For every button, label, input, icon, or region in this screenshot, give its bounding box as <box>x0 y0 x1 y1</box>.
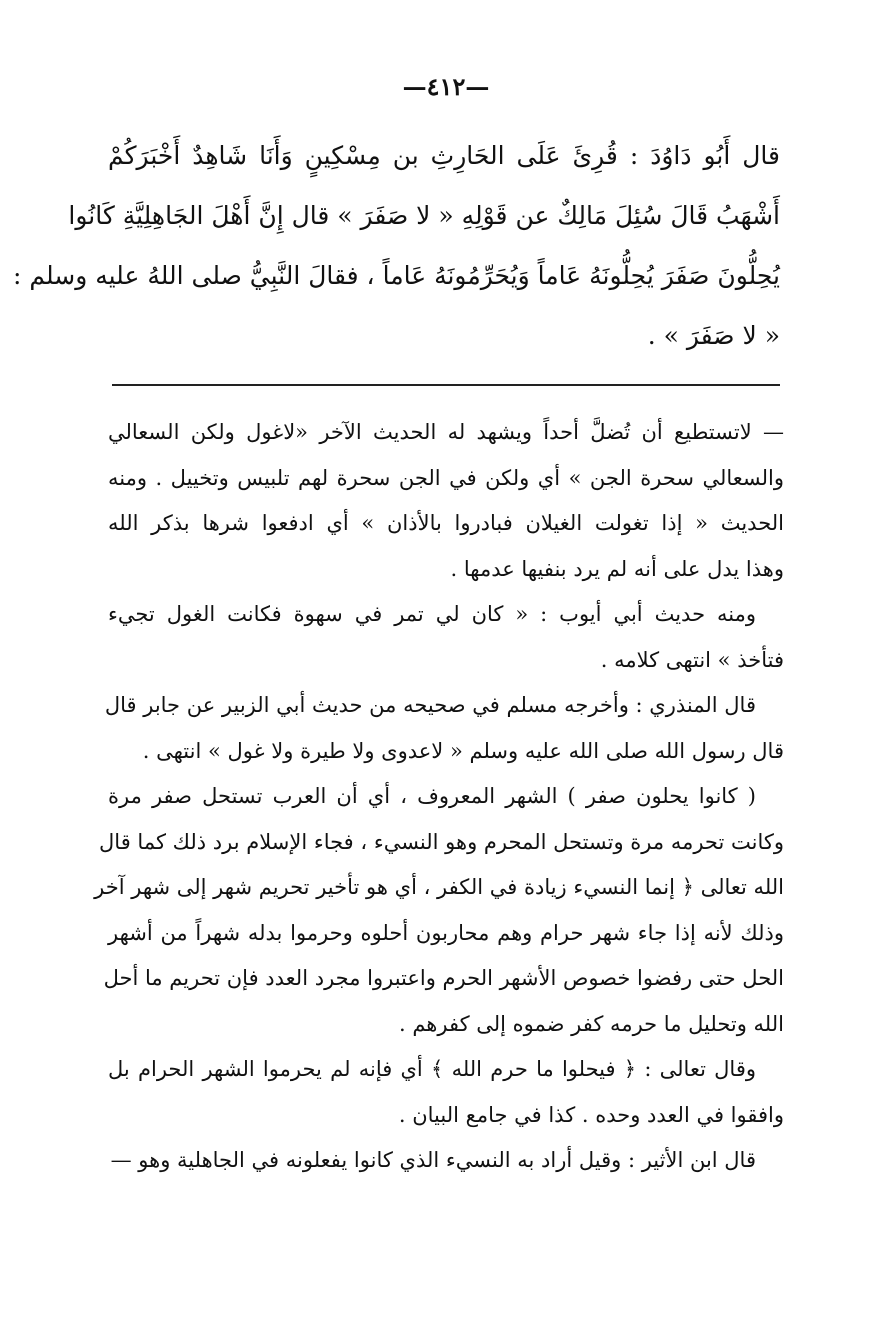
page-number: —٤١٢— <box>402 72 490 101</box>
commentary-line: الله وتحليل ما حرمه كفر ضموه إلى كفرهم . <box>398 1011 784 1036</box>
commentary-line: — لاتستطيع أن تُضلَّ أحداً ويشهد له الحديث الآخر «لاغول ولكن السعالي <box>108 420 784 444</box>
commentary-line: وقال تعالى : ﴿ فيحلوا ما حرم الله ﴾ أي فإنه لم يحرموا الشهر الحرام بل <box>108 1057 756 1081</box>
commentary-line: الحديث « إذا تغولت الغيلان فبادروا بالأذان » أي ادفعوا شرها بذكر الله <box>108 511 784 535</box>
commentary-line: وهذا يدل على أنه لم يرد بنفيها عدمها . <box>450 556 784 581</box>
commentary-line: ( كانوا يحلون صفر ) الشهر المعروف ، أي أن العرب تستحل صفر مرة <box>108 784 756 808</box>
commentary-line: والسعالي سحرة الجن » أي ولكن في الجن سحرة لهم تلبيس وتخييل . ومنه <box>108 465 784 490</box>
commentary-line: ومنه حديث أبي أيوب : « كان لي تمر في سهوة فكانت الغول تجيء <box>108 602 756 626</box>
hadith-line: يُحِلُّونَ صَفَرَ يُحِلُّونَهُ عَاماً وَيُحَرِّمُونَهُ عَاماً ، فقالَ النَّبِيُّ صلى اللهُ عليه وسلم : <box>12 261 780 290</box>
commentary-line: وذلك لأنه إذا جاء شهر حرام وهم محاربون أحلوه وحرموا بدله شهراً من أشهر <box>108 920 784 945</box>
hadith-line: قال أَبُو دَاوُدَ : قُرِئَ عَلَى الحَارِثِ بن مِسْكِينٍ وَأَنَا شَاهِدٌ أَخْبَرَكُمْ <box>108 141 780 170</box>
commentary-line: وافقوا في العدد وحده . كذا في جامع البيان . <box>398 1102 784 1127</box>
hadith-text <box>12 126 780 366</box>
commentary-line: الحل حتى رفضوا خصوص الأشهر الحرم واعتبروا مجرد العدد فإن تحريم ما أحل <box>103 966 784 990</box>
commentary-line: وكانت تحرمه مرة وتستحل المحرم وهو النسيء ، فجاء الإسلام برد ذلك كما قال <box>99 829 784 854</box>
commentary-line: الله تعالى ﴿ إنما النسيء زيادة في الكفر ، أي هو تأخير تحريم شهر إلى شهر آخر <box>94 875 784 899</box>
hadith-line: « لا صَفَرَ » . <box>647 321 780 350</box>
commentary-line: فتأخذ » انتهى كلامه . <box>600 647 784 672</box>
commentary-line: قال ابن الأثير : وقيل أراد به النسيء الذي كانوا يفعلونه في الجاهلية وهو — <box>110 1148 756 1172</box>
section-divider <box>112 384 780 386</box>
hadith-line: أَشْهَبُ قَالَ سُئِلَ مَالِكٌ عن قَوْلِهِ « لا صَفَرَ » قال إِنَّ أَهْلَ الجَاهِلِيَّةِ كَانُوا <box>68 201 780 230</box>
commentary-line: قال المنذري : وأخرجه مسلم في صحيحه من حديث أبي الزبير عن جابر قال <box>104 693 756 717</box>
commentary-text <box>94 410 784 1184</box>
commentary-line: قال رسول الله صلى الله عليه وسلم « لاعدوى ولا طيرة ولا غول » انتهى . <box>142 738 784 763</box>
